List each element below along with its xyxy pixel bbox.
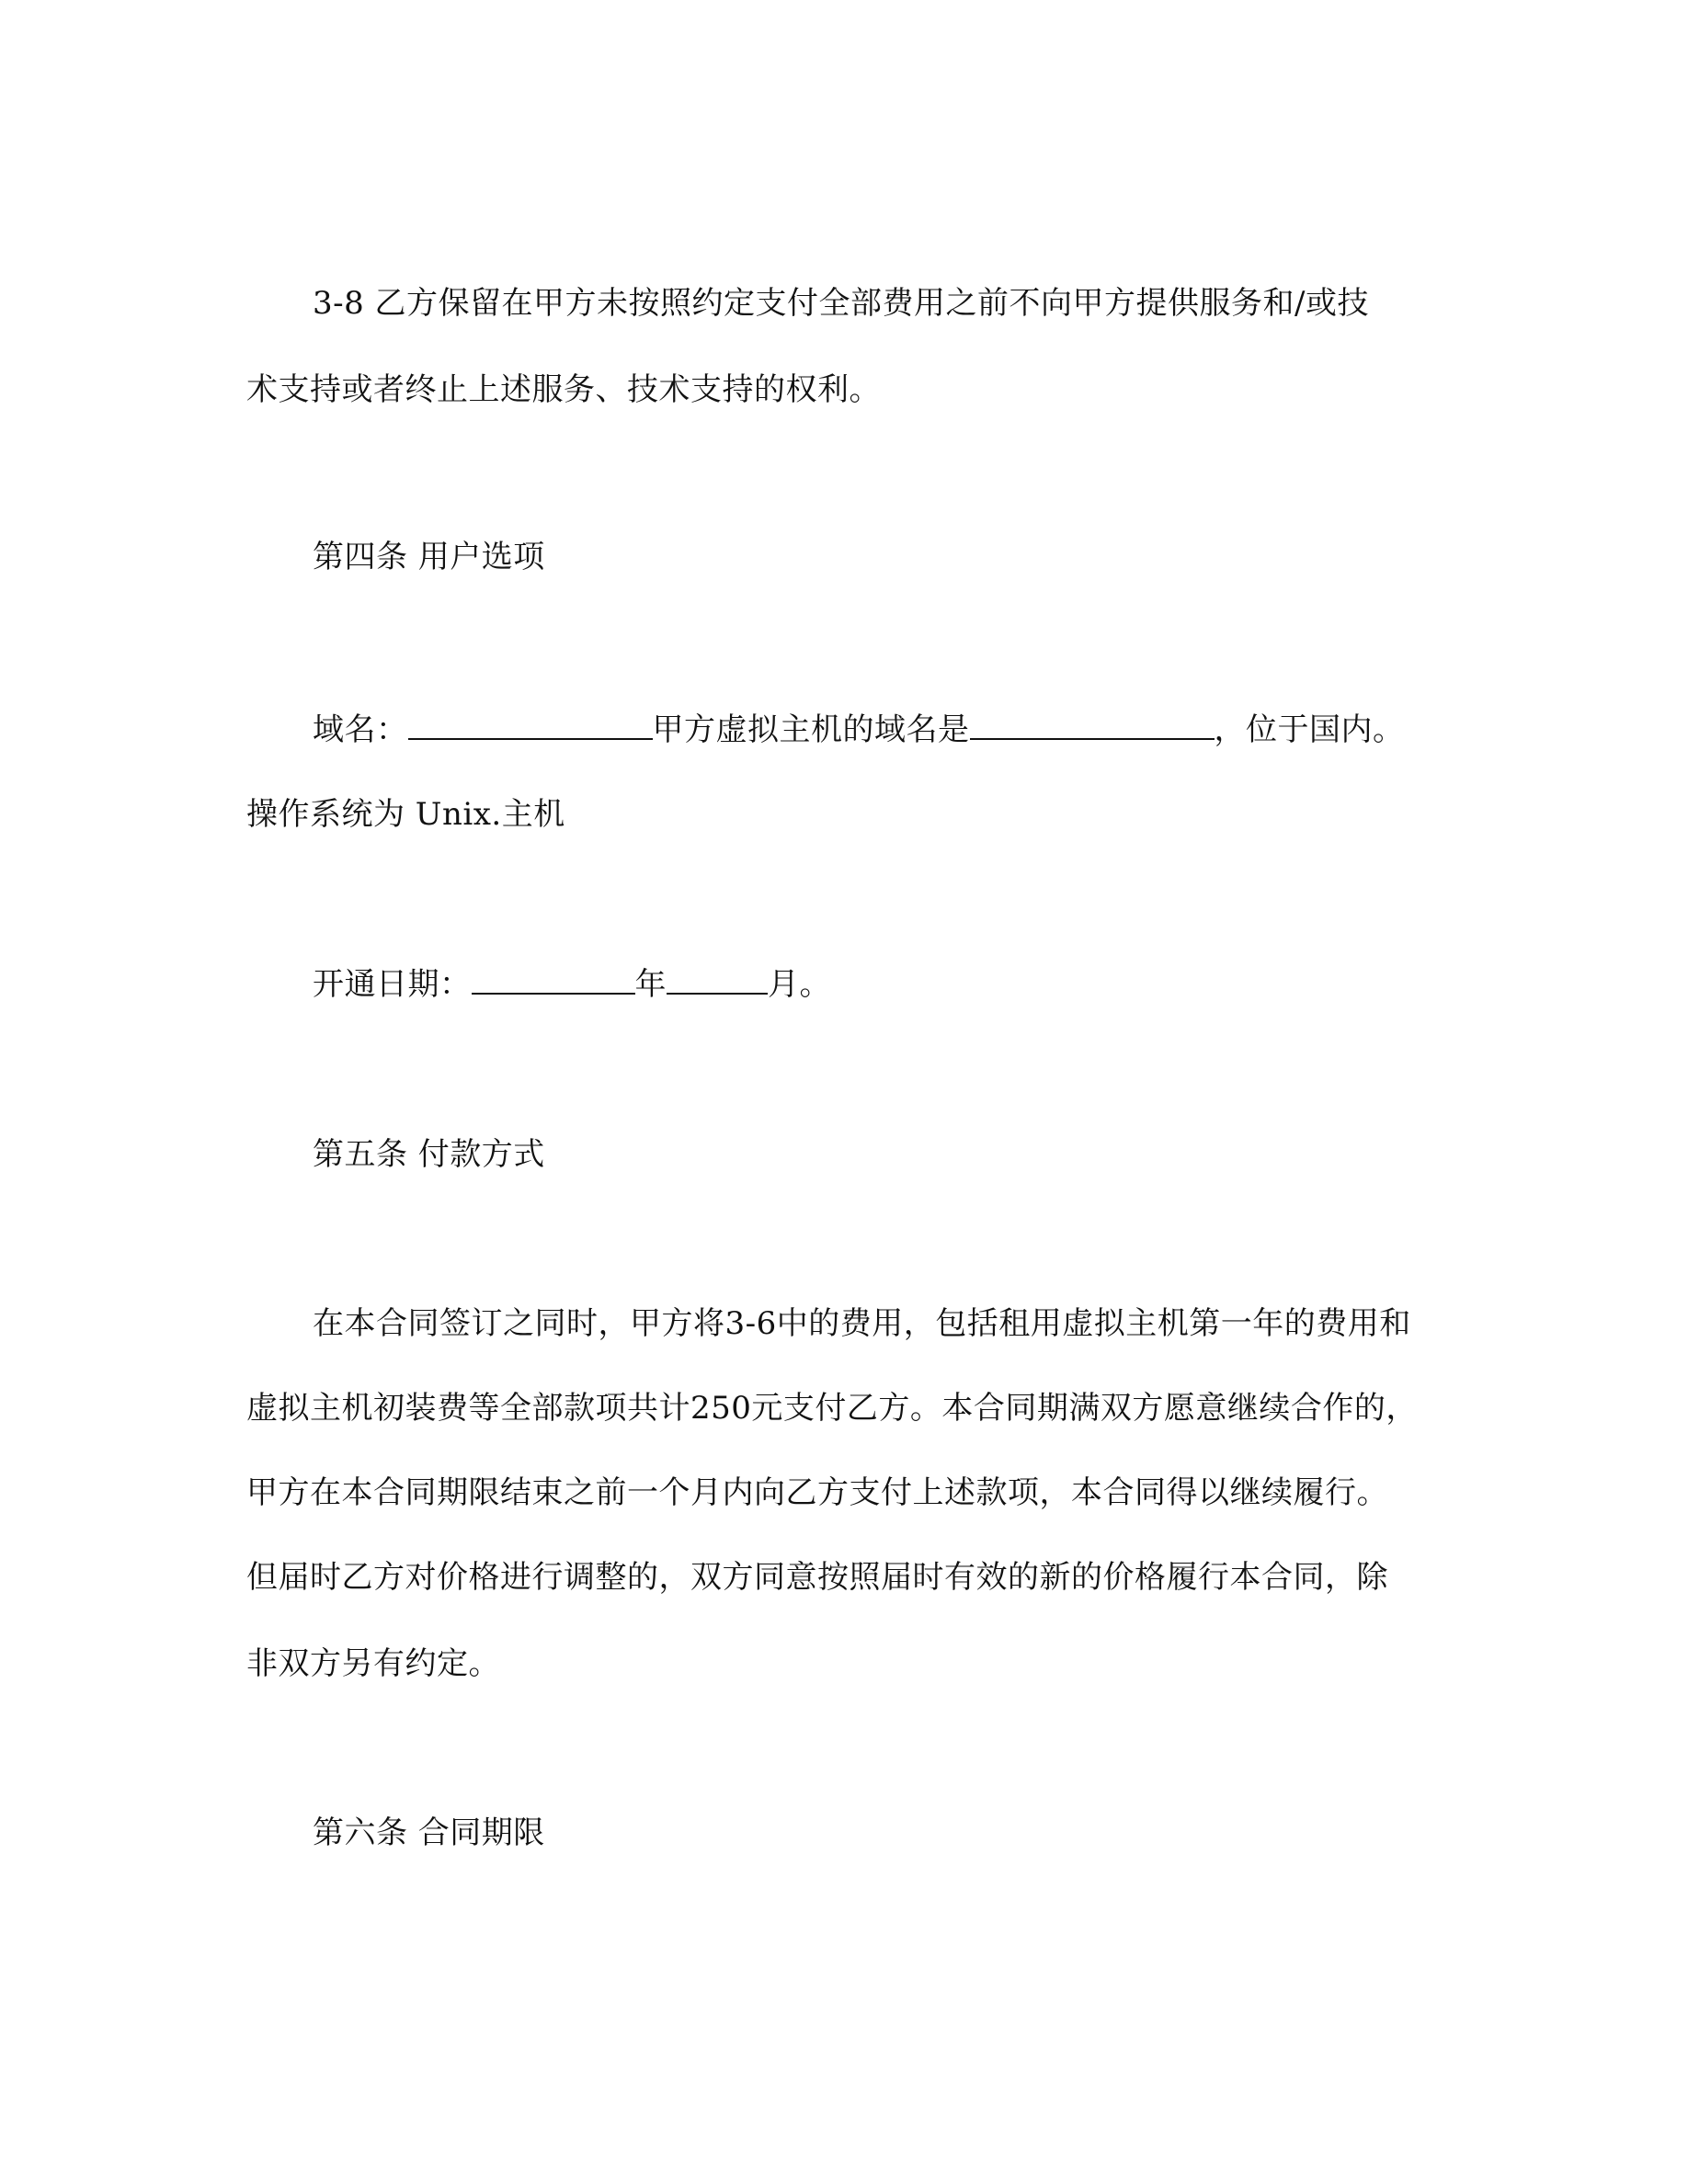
open-date-label: 开通日期： xyxy=(313,966,472,1003)
article-5-line-4: 但届时乙方对价格进行调整的，双方同意按照届时有效的新的价格履行本合同，除 xyxy=(246,1559,1388,1596)
article-5-line-3: 甲方在本合同期限结束之前一个月内向乙方支付上述款项，本合同得以继续履行。 xyxy=(246,1474,1388,1511)
domain-blank[interactable] xyxy=(408,711,653,740)
open-date-line xyxy=(313,964,831,1005)
clause-3-8-line-2: 术支持或者终止上述服务、技术支持的权利。 xyxy=(246,371,881,408)
year-label: 年 xyxy=(634,966,667,1003)
domain-line xyxy=(313,710,1405,750)
article-5-line-5: 非双方另有约定。 xyxy=(246,1645,500,1682)
domain-label: 域名： xyxy=(313,711,408,748)
article-5-heading: 第五条 付款方式 xyxy=(313,1136,545,1173)
domain-middle-text: 甲方虚拟主机的域名是 xyxy=(652,711,970,748)
os-line: 操作系统为 Unix.主机 xyxy=(246,796,565,833)
month-blank[interactable] xyxy=(667,965,768,995)
virtual-host-domain-blank[interactable] xyxy=(970,711,1215,740)
month-label: 月。 xyxy=(768,966,831,1003)
year-blank[interactable] xyxy=(472,965,635,995)
domain-tail-text: ，位于国内。 xyxy=(1214,711,1405,748)
clause-3-8-line-1: 3-8 乙方保留在甲方未按照约定支付全部费用之前不向甲方提供服务和/或技 xyxy=(313,285,1370,322)
article-4-heading: 第四条 用户选项 xyxy=(313,539,545,575)
article-5-line-1: 在本合同签订之同时，甲方将3-6中的费用，包括租用虚拟主机第一年的费用和 xyxy=(313,1305,1411,1342)
article-6-heading: 第六条 合同期限 xyxy=(313,1814,545,1851)
article-5-line-2: 虚拟主机初装费等全部款项共计250元支付乙方。本合同期满双方愿意继续合作的， xyxy=(246,1390,1418,1427)
